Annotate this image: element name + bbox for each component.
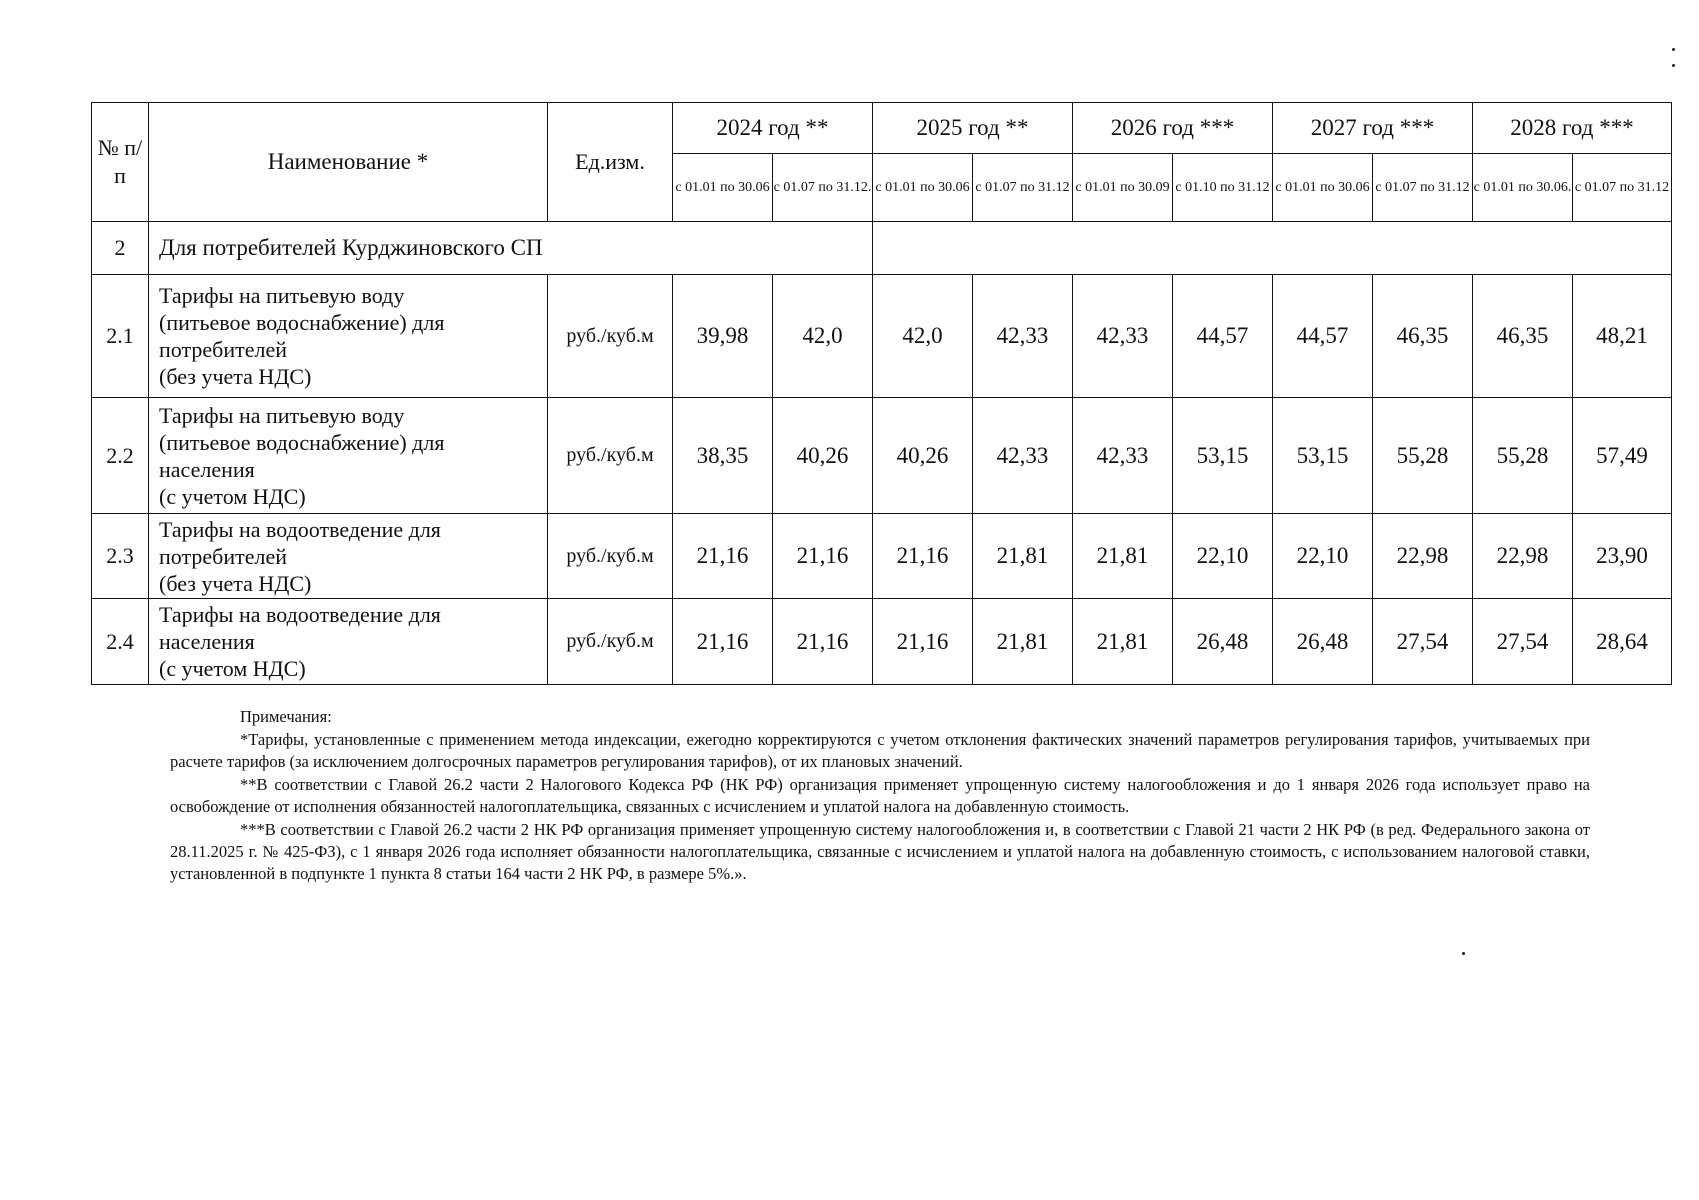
section-empty-cell	[873, 222, 1672, 275]
tariff-value: 42,0	[873, 275, 973, 398]
tariff-value: 55,28	[1373, 398, 1473, 514]
header-period: с 01.10 по 31.12	[1173, 154, 1273, 222]
row-num: 2.3	[92, 514, 149, 599]
row-name-line: (питьевое водоснабжение) для	[159, 429, 445, 455]
table-row	[92, 398, 1672, 514]
tariff-value: 42,33	[1073, 398, 1173, 514]
header-unit: Ед.изм.	[548, 103, 673, 222]
notes	[170, 706, 1590, 886]
row-name	[149, 599, 548, 685]
tariff-value: 42,0	[773, 275, 873, 398]
row-unit: руб./куб.м	[548, 514, 673, 599]
tariff-value: 21,81	[1073, 599, 1173, 685]
tariff-value: 21,81	[1073, 514, 1173, 599]
tariff-value: 27,54	[1473, 599, 1573, 685]
tariff-value: 26,48	[1273, 599, 1373, 685]
tariff-value: 22,10	[1273, 514, 1373, 599]
header-period: с 01.01 по 30.09	[1073, 154, 1173, 222]
row-num: 2.1	[92, 275, 149, 398]
tariff-value: 55,28	[1473, 398, 1573, 514]
table-row	[92, 599, 1672, 685]
note-2: **В соответствии с Главой 26.2 части 2 Налогового Кодекса РФ (НК РФ) организация применяет упрощенную систему налогообложения и до 1 января 2026 года использует право на освобождение от исполнения обязанностей налогоплательщика, связанных с исчислением и уплатой налога на добавленную стоимость.	[170, 775, 1590, 816]
row-name	[149, 398, 548, 514]
row-name-line: потребителей	[159, 337, 287, 362]
tariff-value: 22,98	[1373, 514, 1473, 599]
tariff-value: 21,16	[673, 514, 773, 599]
header-year-2027: 2027 год ***	[1273, 103, 1473, 154]
tariff-value: 28,64	[1573, 599, 1672, 685]
row-num: 2.4	[92, 599, 149, 685]
header-year-2028: 2028 год ***	[1473, 103, 1672, 154]
section-label: Для потребителей Курджиновского СП	[149, 222, 873, 275]
tariff-value: 46,35	[1473, 275, 1573, 398]
notes-title: Примечания:	[240, 707, 332, 726]
row-name-line: (питьевое водоснабжение) для	[159, 310, 445, 335]
header-name: Наименование *	[149, 103, 548, 222]
header-period: с 01.01 по 30.06	[673, 154, 773, 222]
header-period: с 01.01 по 30.06	[873, 154, 973, 222]
row-name-line: населения	[159, 456, 255, 482]
tariff-value: 22,10	[1173, 514, 1273, 599]
tariff-value: 21,81	[973, 514, 1073, 599]
tariff-value: 42,33	[973, 275, 1073, 398]
tariff-value: 48,21	[1573, 275, 1672, 398]
tariff-value: 22,98	[1473, 514, 1573, 599]
tariff-value: 40,26	[873, 398, 973, 514]
row-unit: руб./куб.м	[548, 599, 673, 685]
header-period: с 01.07 по 31.12	[1573, 154, 1672, 222]
tariff-value: 21,16	[873, 514, 973, 599]
table-row	[92, 514, 1672, 599]
tariff-value: 21,81	[973, 599, 1073, 685]
row-name-line: (с учетом НДС)	[159, 483, 306, 509]
scan-mark	[1462, 952, 1465, 955]
header-year-2026: 2026 год ***	[1073, 103, 1273, 154]
row-name-line: Тарифы на водоотведение для	[159, 516, 441, 542]
row-name	[149, 514, 548, 599]
tariff-value: 42,33	[973, 398, 1073, 514]
tariff-value: 39,98	[673, 275, 773, 398]
tariff-value: 27,54	[1373, 599, 1473, 685]
row-name	[149, 275, 548, 398]
row-name-line: Тарифы на водоотведение для	[159, 602, 441, 627]
section-row	[92, 222, 1672, 275]
row-name-line: потребителей	[159, 543, 287, 569]
tariff-value: 40,26	[773, 398, 873, 514]
tariff-value: 53,15	[1173, 398, 1273, 514]
tariff-value: 38,35	[673, 398, 773, 514]
row-name-line: (с учетом НДС)	[159, 656, 306, 681]
tariff-value: 21,16	[673, 599, 773, 685]
row-name-line: населения	[159, 629, 255, 654]
note-1: *Тарифы, установленные с применением метода индексации, ежегодно корректируются с учетом отклонения фактических значений параметров регулирования тарифов, учитываемых при расчете тарифов (за исключением долгосрочных параметров регулирования тарифов), от их плановых значений.	[170, 730, 1590, 771]
header-period: с 01.07 по 31.12	[1373, 154, 1473, 222]
row-name-line: Тарифы на питьевую воду	[159, 283, 405, 308]
row-name-line: Тарифы на питьевую воду	[159, 402, 405, 428]
tariff-value: 23,90	[1573, 514, 1672, 599]
header-period: с 01.07 по 31.12.	[773, 154, 873, 222]
tariff-value: 53,15	[1273, 398, 1373, 514]
header-period: с 01.01 по 30.06	[1273, 154, 1373, 222]
row-unit: руб./куб.м	[548, 275, 673, 398]
scan-mark	[1672, 48, 1675, 51]
header-period: с 01.07 по 31.12	[973, 154, 1073, 222]
section-num: 2	[92, 222, 149, 275]
tariff-value: 44,57	[1173, 275, 1273, 398]
tariff-value: 21,16	[873, 599, 973, 685]
tariff-table	[91, 102, 1672, 685]
header-num: № п/п	[92, 103, 149, 222]
tariff-value: 46,35	[1373, 275, 1473, 398]
tariff-value: 21,16	[773, 599, 873, 685]
header-period: с 01.01 по 30.06.	[1473, 154, 1573, 222]
note-3: ***В соответствии с Главой 26.2 части 2 НК РФ организация применяет упрощенную систему налогообложения и, в соответствии с Главой 21 части 2 НК РФ (в ред. Федерального закона от 28.11.2025 г. № 425-ФЗ), с 1 января 2026 года исполняет обязанности налогоплательщика, связанные с исчислением и уплатой налога на добавленную стоимость, с использованием налоговой ставки, установленной в подпункте 1 пункта 8 статьи 164 части 2 НК РФ, в размере 5%.».	[170, 820, 1590, 883]
tariff-value: 21,16	[773, 514, 873, 599]
tariff-value: 26,48	[1173, 599, 1273, 685]
scan-mark	[1672, 64, 1675, 67]
row-name-line: (без учета НДС)	[159, 364, 312, 389]
table-row	[92, 275, 1672, 398]
tariff-value: 57,49	[1573, 398, 1672, 514]
tariff-value: 44,57	[1273, 275, 1373, 398]
header-year-2024: 2024 год **	[673, 103, 873, 154]
row-name-line: (без учета НДС)	[159, 570, 312, 596]
tariff-value: 42,33	[1073, 275, 1173, 398]
row-unit: руб./куб.м	[548, 398, 673, 514]
row-num: 2.2	[92, 398, 149, 514]
header-year-2025: 2025 год **	[873, 103, 1073, 154]
